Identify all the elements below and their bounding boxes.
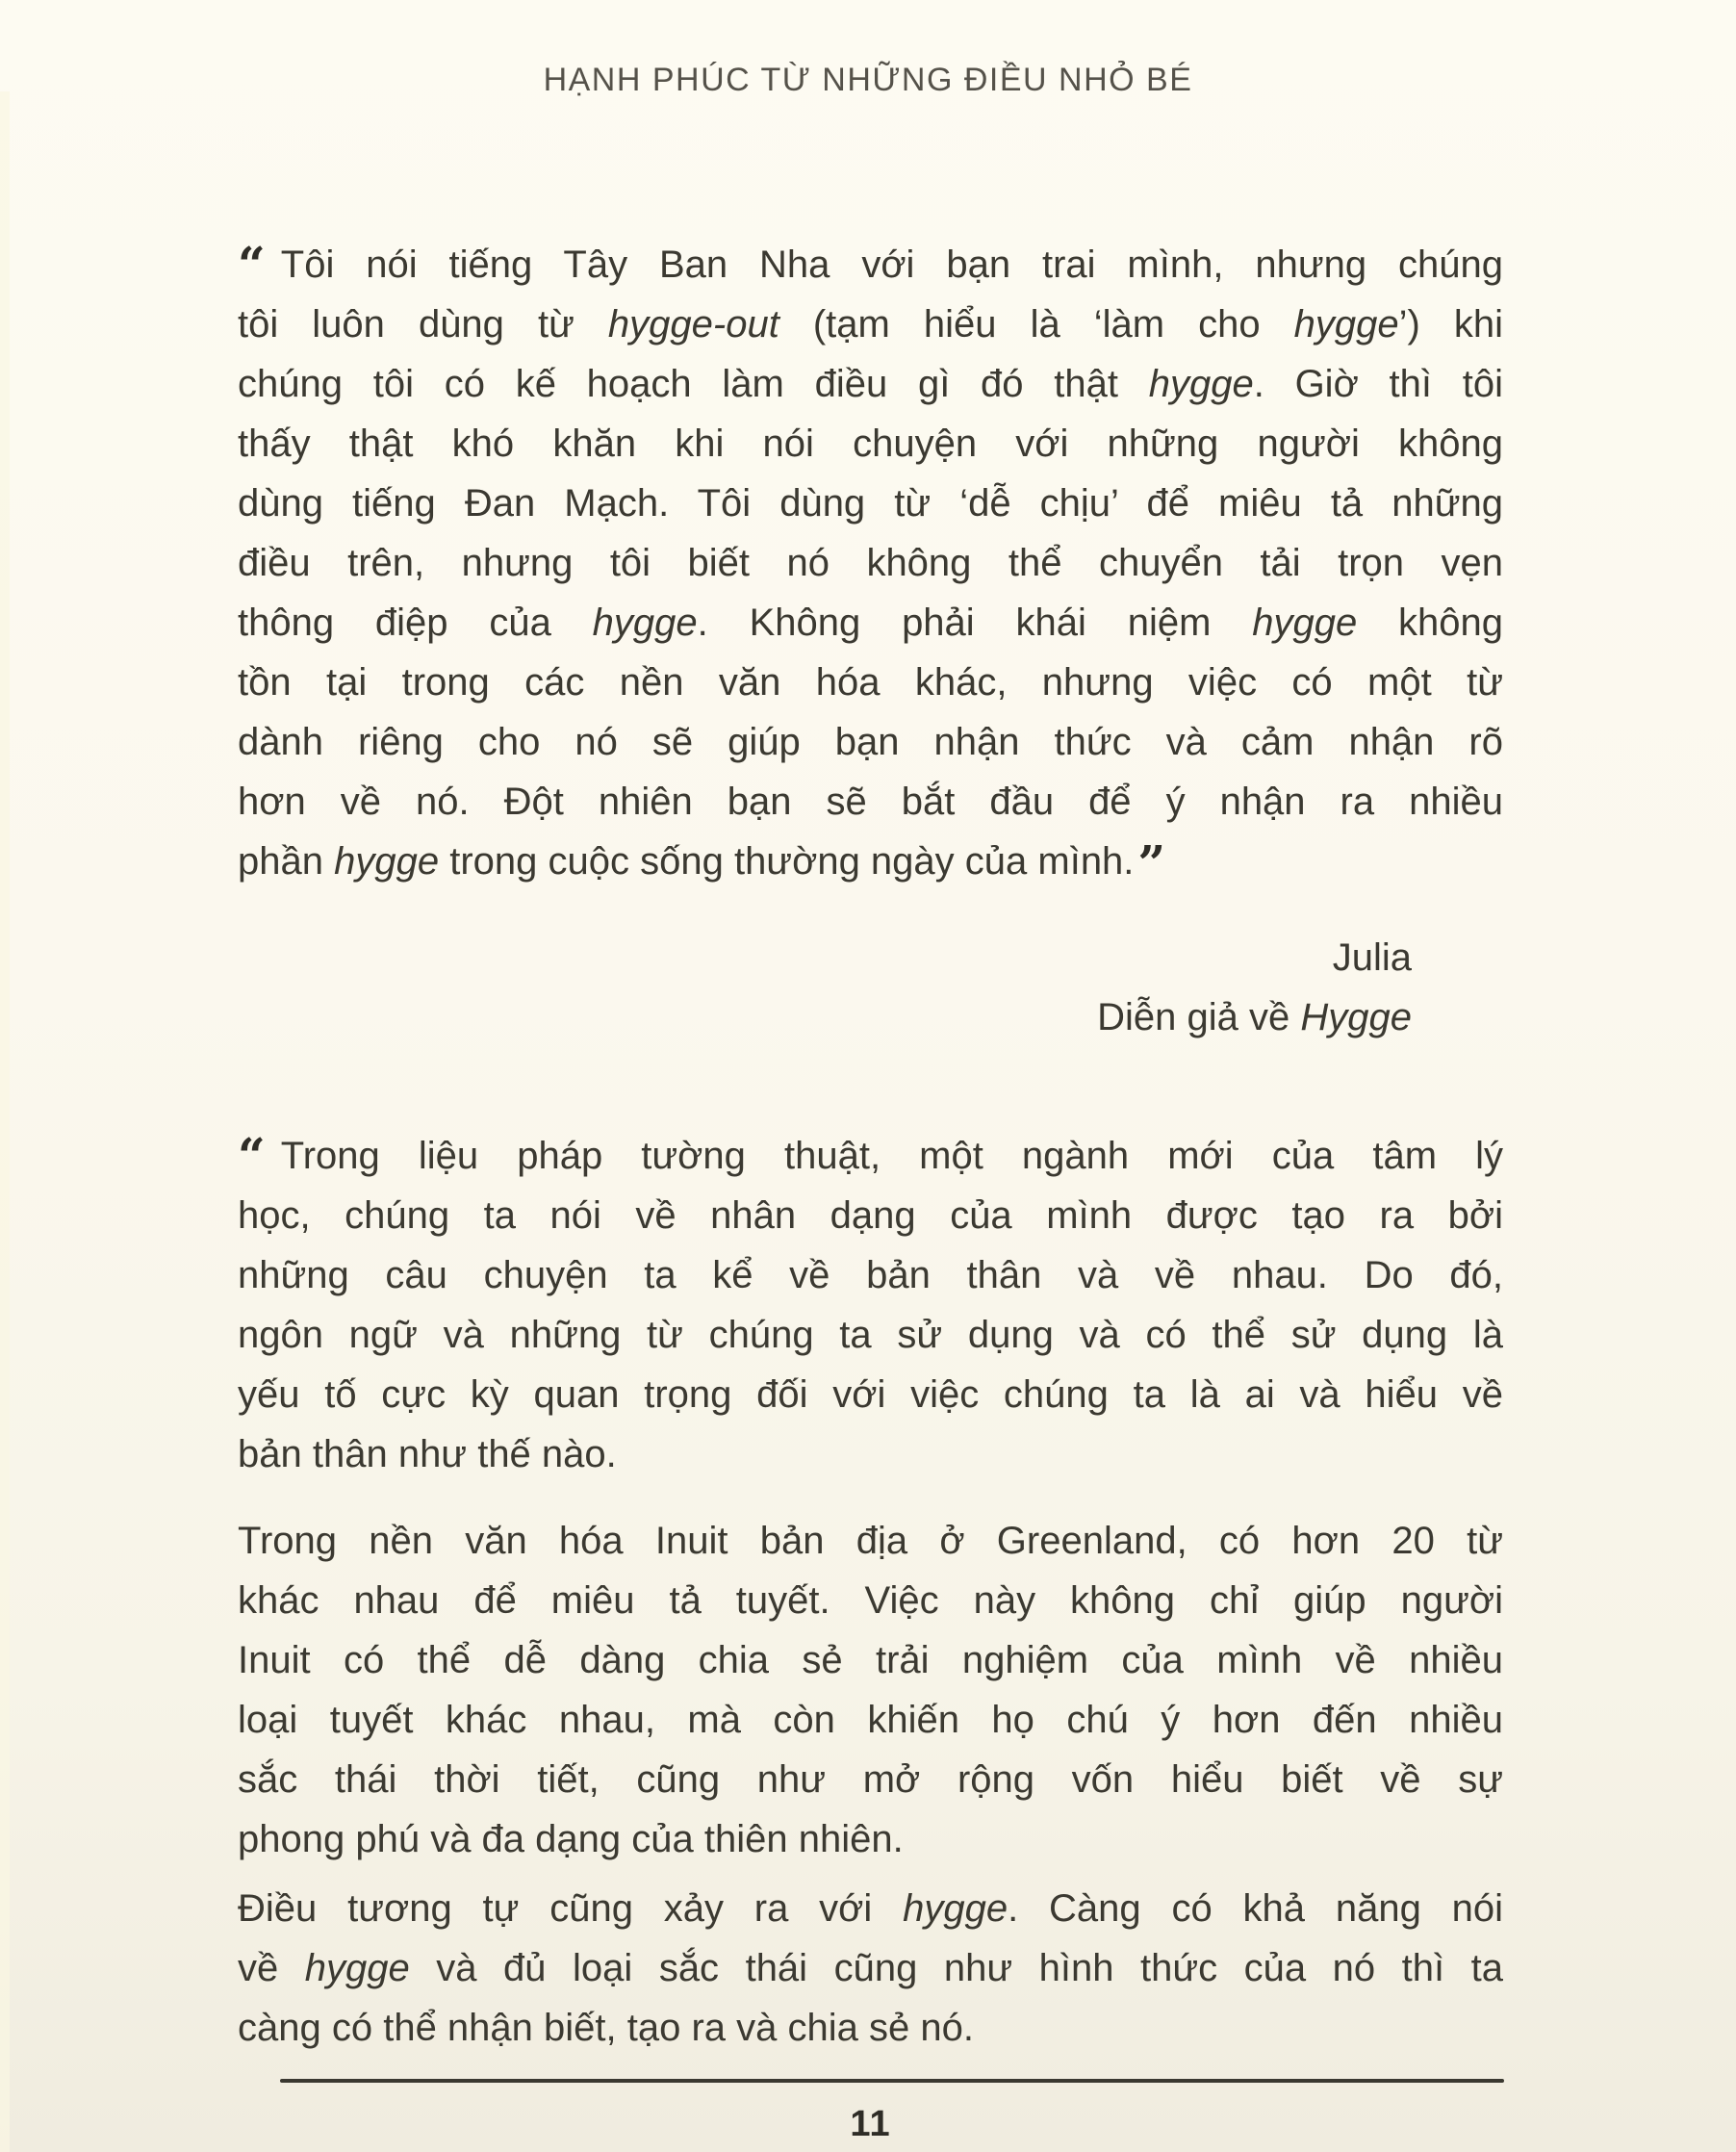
text-segment: phong phú và đa dạng của thiên nhiên. [238,1818,904,1860]
quote-2 [238,1126,1503,1484]
text-segment: Inuit có thể dễ dàng chia sẻ trải nghiệm của mình về nhiều [238,1639,1503,1681]
text-line [238,1938,1503,1998]
text-line [238,354,1503,414]
text-segment: yếu tố cực kỳ quan trọng đối với việc chúng ta là ai và hiểu về [238,1373,1503,1416]
text-segment: . Giờ thì tôi [1253,363,1503,405]
text-line [238,1630,1503,1690]
text-line [238,1424,1503,1484]
quote-1 [238,235,1503,891]
text-segment: thông điệp của [238,602,593,644]
open-quote-icon: “ [238,1127,266,1184]
text-segment: về [238,1947,305,1989]
text-line [238,928,1412,987]
text-segment: học, chúng ta nói về nhân dạng của mình được tạo ra bởi [238,1194,1503,1237]
text-line [238,593,1503,653]
text-line [238,1809,1503,1869]
text-segment: hơn về nó. Đột nhiên bạn sẽ bắt đầu để ý nhận ra nhiều [238,781,1503,823]
text-segment: càng có thể nhận biết, tạo ra và chia sẻ nó. [238,2007,974,2049]
text-segment: sắc thái thời tiết, cũng như mở rộng vốn hiểu biết về sự [238,1758,1503,1801]
footer-rule [280,2079,1504,2083]
text-line [238,1245,1503,1305]
open-quote-icon: “ [238,236,266,293]
text-line [238,987,1412,1047]
text-segment: dành riêng cho nó sẽ giúp bạn nhận thức và cảm nhận rõ [238,721,1503,763]
blocks-container [238,235,1503,2058]
text-segment: bản thân như thế nào. [238,1433,617,1475]
text-line [238,235,1503,295]
text-line [238,533,1503,593]
attribution-julia [238,928,1503,1047]
text-line [238,1365,1503,1424]
running-header: HẠNH PHÚC TỪ NHỮNG ĐIỀU NHỎ BÉ [543,62,1193,98]
text-column [238,235,1503,2145]
text-segment: những câu chuyện ta kể về bản thân và về nhau. Do đó, [238,1254,1503,1296]
text-line [238,1879,1503,1938]
italic-text-segment: hygge [592,602,698,644]
italic-text-segment: Hygge [1300,996,1412,1038]
text-line [238,1126,1503,1186]
text-line [238,474,1503,533]
text-segment: chúng tôi có kế hoạch làm điều gì đó thật [238,363,1149,405]
italic-text-segment: hygge [903,1887,1008,1930]
page-number: 11 [850,2104,891,2144]
text-segment: phần [238,840,335,883]
text-line [238,414,1503,474]
text-segment: (tạm hiểu là ‘làm cho [779,303,1294,346]
text-segment: Julia [1332,936,1412,979]
text-segment: Diễn giả về [1097,996,1301,1038]
text-segment: điều trên, nhưng tôi biết nó không thể chuyển tải trọn vẹn [238,542,1503,584]
text-line [238,653,1503,712]
text-line [238,1511,1503,1571]
text-line [238,295,1503,354]
text-segment: trong cuộc sống thường ngày của mình. [439,840,1135,883]
text-segment: Trong liệu pháp tường thuật, một ngành mới của tâm lý [280,1135,1503,1177]
text-segment: Tôi nói tiếng Tây Ban Nha với bạn trai mình, nhưng chúng [280,243,1503,286]
text-segment: Điều tương tự cũng xảy ra với [238,1887,904,1930]
text-segment: ’) khi [1398,303,1504,346]
italic-text-segment: hygge [334,840,440,883]
text-line [238,832,1503,891]
text-segment: loại tuyết khác nhau, mà còn khiến họ chú ý hơn đến nhiều [238,1699,1503,1741]
italic-text-segment: hygge-out [607,303,779,346]
italic-text-segment: hygge [1148,363,1254,405]
close-quote-icon: ” [1137,834,1166,891]
text-segment: khác nhau để miêu tả tuyết. Việc này không chỉ giúp người [238,1579,1503,1622]
italic-text-segment: hygge [304,1947,410,1989]
text-segment: không [1357,602,1504,644]
text-segment: dùng tiếng Đan Mạch. Tôi dùng từ ‘dễ chịu’ để miêu tả những [238,482,1503,525]
text-segment: ngôn ngữ và những từ chúng ta sử dụng và có thể sử dụng là [238,1314,1503,1356]
text-line [238,772,1503,832]
text-segment: và đủ loại sắc thái cũng như hình thức của nó thì ta [409,1947,1504,1989]
text-segment: Trong nền văn hóa Inuit bản địa ở Greenland, có hơn 20 từ [238,1520,1503,1562]
text-segment: . Không phải khái niệm [697,602,1253,644]
italic-text-segment: hygge [1252,602,1358,644]
text-line [238,1690,1503,1750]
text-line [238,1305,1503,1365]
text-segment: thấy thật khó khăn khi nói chuyện với những người không [238,423,1503,465]
text-segment: . Càng có khả năng nói [1008,1887,1504,1930]
italic-text-segment: hygge [1293,303,1399,346]
text-line [238,1571,1503,1630]
text-line [238,712,1503,772]
paragraph-hygge-same [238,1879,1503,2058]
text-line [238,1186,1503,1245]
text-segment: tồn tại trong các nền văn hóa khác, nhưng việc có một từ [238,661,1503,704]
text-line [238,1750,1503,1809]
text-line [238,1998,1503,2058]
paragraph-inuit [238,1511,1503,1869]
text-segment: tôi luôn dùng từ [238,303,608,346]
